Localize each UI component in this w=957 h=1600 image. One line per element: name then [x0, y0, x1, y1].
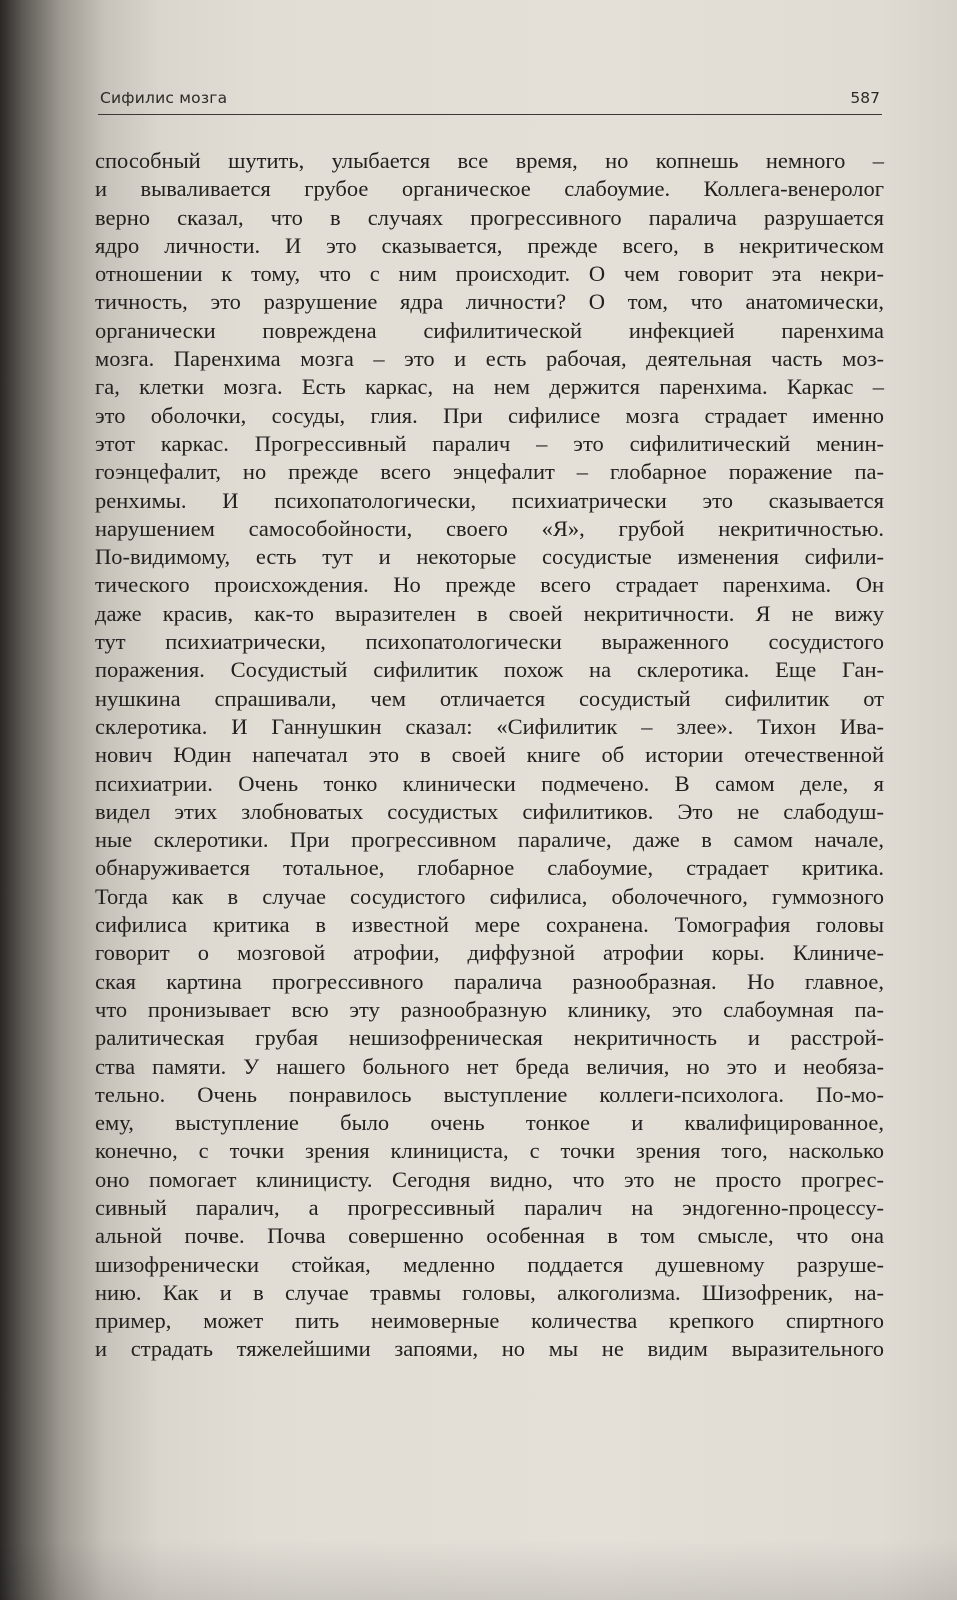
- text-line: Тогда как в случае сосудистого сифилиса, оболочечного, гуммозного: [95, 883, 884, 909]
- page-header: [98, 86, 882, 115]
- text-line: гоэнцефалит, но прежде всего энцефалит – глобарное поражение па-: [95, 459, 884, 485]
- text-line: обнаруживается тотальное, глобарное слабоумие, страдает критика.: [95, 855, 884, 881]
- text-line: психиатрии. Очень тонко клинически подмечено. В самом деле, я: [95, 770, 884, 796]
- text-line: По-видимому, есть тут и некоторые сосудистые изменения сифили-: [95, 544, 884, 570]
- text-line: га, клетки мозга. Есть каркас, на нем держится паренхима. Каркас –: [95, 374, 884, 400]
- text-line: отношении к тому, что с ним происходит. О чем говорит эта некри-: [95, 261, 884, 287]
- text-line: мозга. Паренхима мозга – это и есть рабочая, деятельная часть моз-: [95, 346, 884, 372]
- text-line: тичность, это разрушение ядра личности? О том, что анатомически,: [95, 289, 884, 315]
- text-line: верно сказал, что в случаях прогрессивного паралича разрушается: [95, 204, 884, 230]
- text-line: ренхимы. И психопатологически, психиатрически это сказывается: [95, 487, 884, 513]
- text-line: что пронизывает всю эту разнообразную клинику, это слабоумная па-: [95, 996, 884, 1022]
- text-line: тут психиатрически, психопатологически выраженного сосудистого: [95, 629, 884, 655]
- text-line: нарушением самособойности, своего «Я», грубой некритичностью.: [95, 515, 884, 541]
- text-line: склеротика. И Ганнушкин сказал: «Сифилитик – злее». Тихон Ива-: [95, 713, 884, 739]
- text-line: сифилиса критика в известной мере сохранена. Томография головы: [95, 912, 884, 938]
- text-line: это оболочки, сосуды, глия. При сифилисе мозга страдает именно: [95, 402, 884, 428]
- text-line: и страдать тяжелейшими запоями, но мы не видим выразительного: [95, 1336, 884, 1362]
- text-line: конечно, с точки зрения клинициста, с точки зрения того, насколько: [95, 1138, 884, 1164]
- text-line: органически повреждена сифилитической инфекцией паренхима: [95, 317, 884, 343]
- text-line: ралитическая грубая нешизофреническая некритичность и расстрой-: [95, 1025, 884, 1051]
- text-line: ядро личности. И это сказывается, прежде всего, в некритическом: [95, 232, 884, 258]
- text-line: нушкина спрашивали, чем отличается сосудистый сифилитик от: [95, 685, 884, 711]
- text-line: тического происхождения. Но прежде всего страдает паренхима. Он: [95, 572, 884, 598]
- running-title: Сифилис мозга: [100, 89, 228, 107]
- body-text: [95, 147, 884, 1364]
- text-line: ему, выступление было очень тонкое и квалифицированное,: [95, 1110, 884, 1136]
- text-line: и вываливается грубое органическое слабоумие. Коллега-венеролог: [95, 176, 884, 202]
- text-line: нию. Как и в случае травмы головы, алкоголизма. Шизофреник, на-: [95, 1279, 884, 1305]
- text-line: пример, может пить неимоверные количества крепкого спиртного: [95, 1308, 884, 1334]
- text-line: тельно. Очень понравилось выступление коллеги-психолога. По-мо-: [95, 1081, 884, 1107]
- text-line: говорит о мозговой атрофии, диффузной атрофии коры. Клиниче-: [95, 940, 884, 966]
- text-line: нович Юдин напечатал это в своей книге об истории отечественной: [95, 742, 884, 768]
- text-line: поражения. Сосудистый сифилитик похож на склеротика. Еще Ган-: [95, 657, 884, 683]
- text-line: способный шутить, улыбается все время, но копнешь немного –: [95, 148, 884, 173]
- text-line: ства памяти. У нашего больного нет бреда величия, но это и необяза-: [95, 1053, 884, 1079]
- text-line: этот каркас. Прогрессивный паралич – это сифилитический менин-: [95, 430, 884, 456]
- page-number: 587: [850, 89, 880, 107]
- text-line: сивный паралич, а прогрессивный паралич на эндогенно-процессу-: [95, 1194, 884, 1220]
- text-line: альной почве. Почва совершенно особенная в том смысле, что она: [95, 1223, 884, 1249]
- text-line: шизофренически стойкая, медленно поддается душевному разруше-: [95, 1251, 884, 1277]
- text-line: видел этих злобноватых сосудистых сифилитиков. Это не слабодуш-: [95, 798, 884, 824]
- text-line: оно помогает клиницисту. Сегодня видно, что это не просто прогрес-: [95, 1166, 884, 1192]
- text-line: ные склеротики. При прогрессивном параличе, даже в самом начале,: [95, 827, 884, 853]
- text-line: даже красив, как-то выразителен в своей некритичности. Я не вижу: [95, 600, 884, 626]
- text-line: ская картина прогрессивного паралича разнообразная. Но главное,: [95, 968, 884, 994]
